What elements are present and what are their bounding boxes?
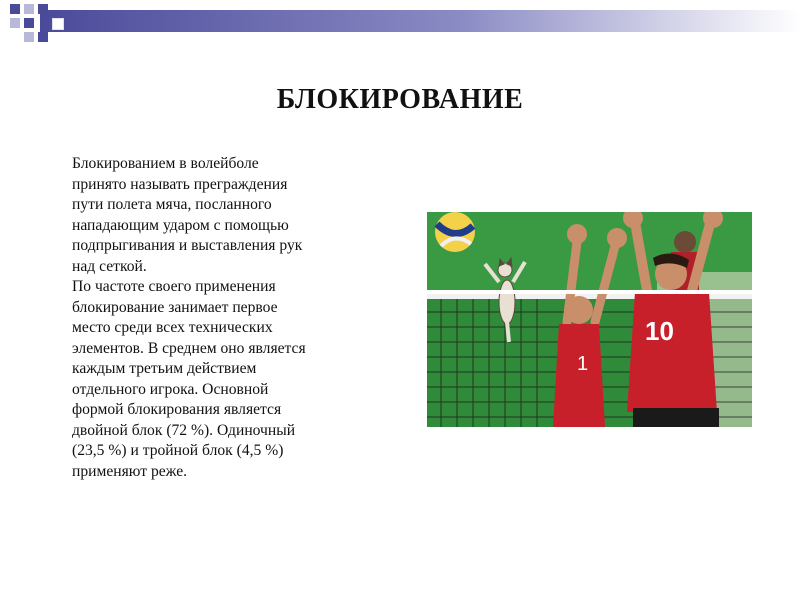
jersey-number: 10 [645,316,674,346]
paragraph-definition: Блокированием в волейболе принято называть преграждения пути полета мяча, посланного нападающим ударом с помощью подпрыгивания и выставления рук над сеткой. [72,155,303,275]
volleyball-block-illustration [427,212,752,427]
jersey-number: 1 [577,353,589,375]
header-decoration [0,0,800,40]
slide-body [72,154,412,482]
gradient-band [40,10,800,32]
slide-title: БЛОКИРОВАНИЕ [276,84,524,115]
corner-squares [0,0,70,46]
volleyball-icon [435,212,475,252]
volleyball-photo [427,212,752,427]
paragraph-statistics: По частоте своего применения блокирование занимает первое место среди всех технических элементов. В среднем оно является каждым третьим действием отдельного игрока. Основной формой блокирования является двойной блок (72 %). Одиночный (23,5 %) и тройной блок (4,5 %) применяют реже. [72,278,306,480]
